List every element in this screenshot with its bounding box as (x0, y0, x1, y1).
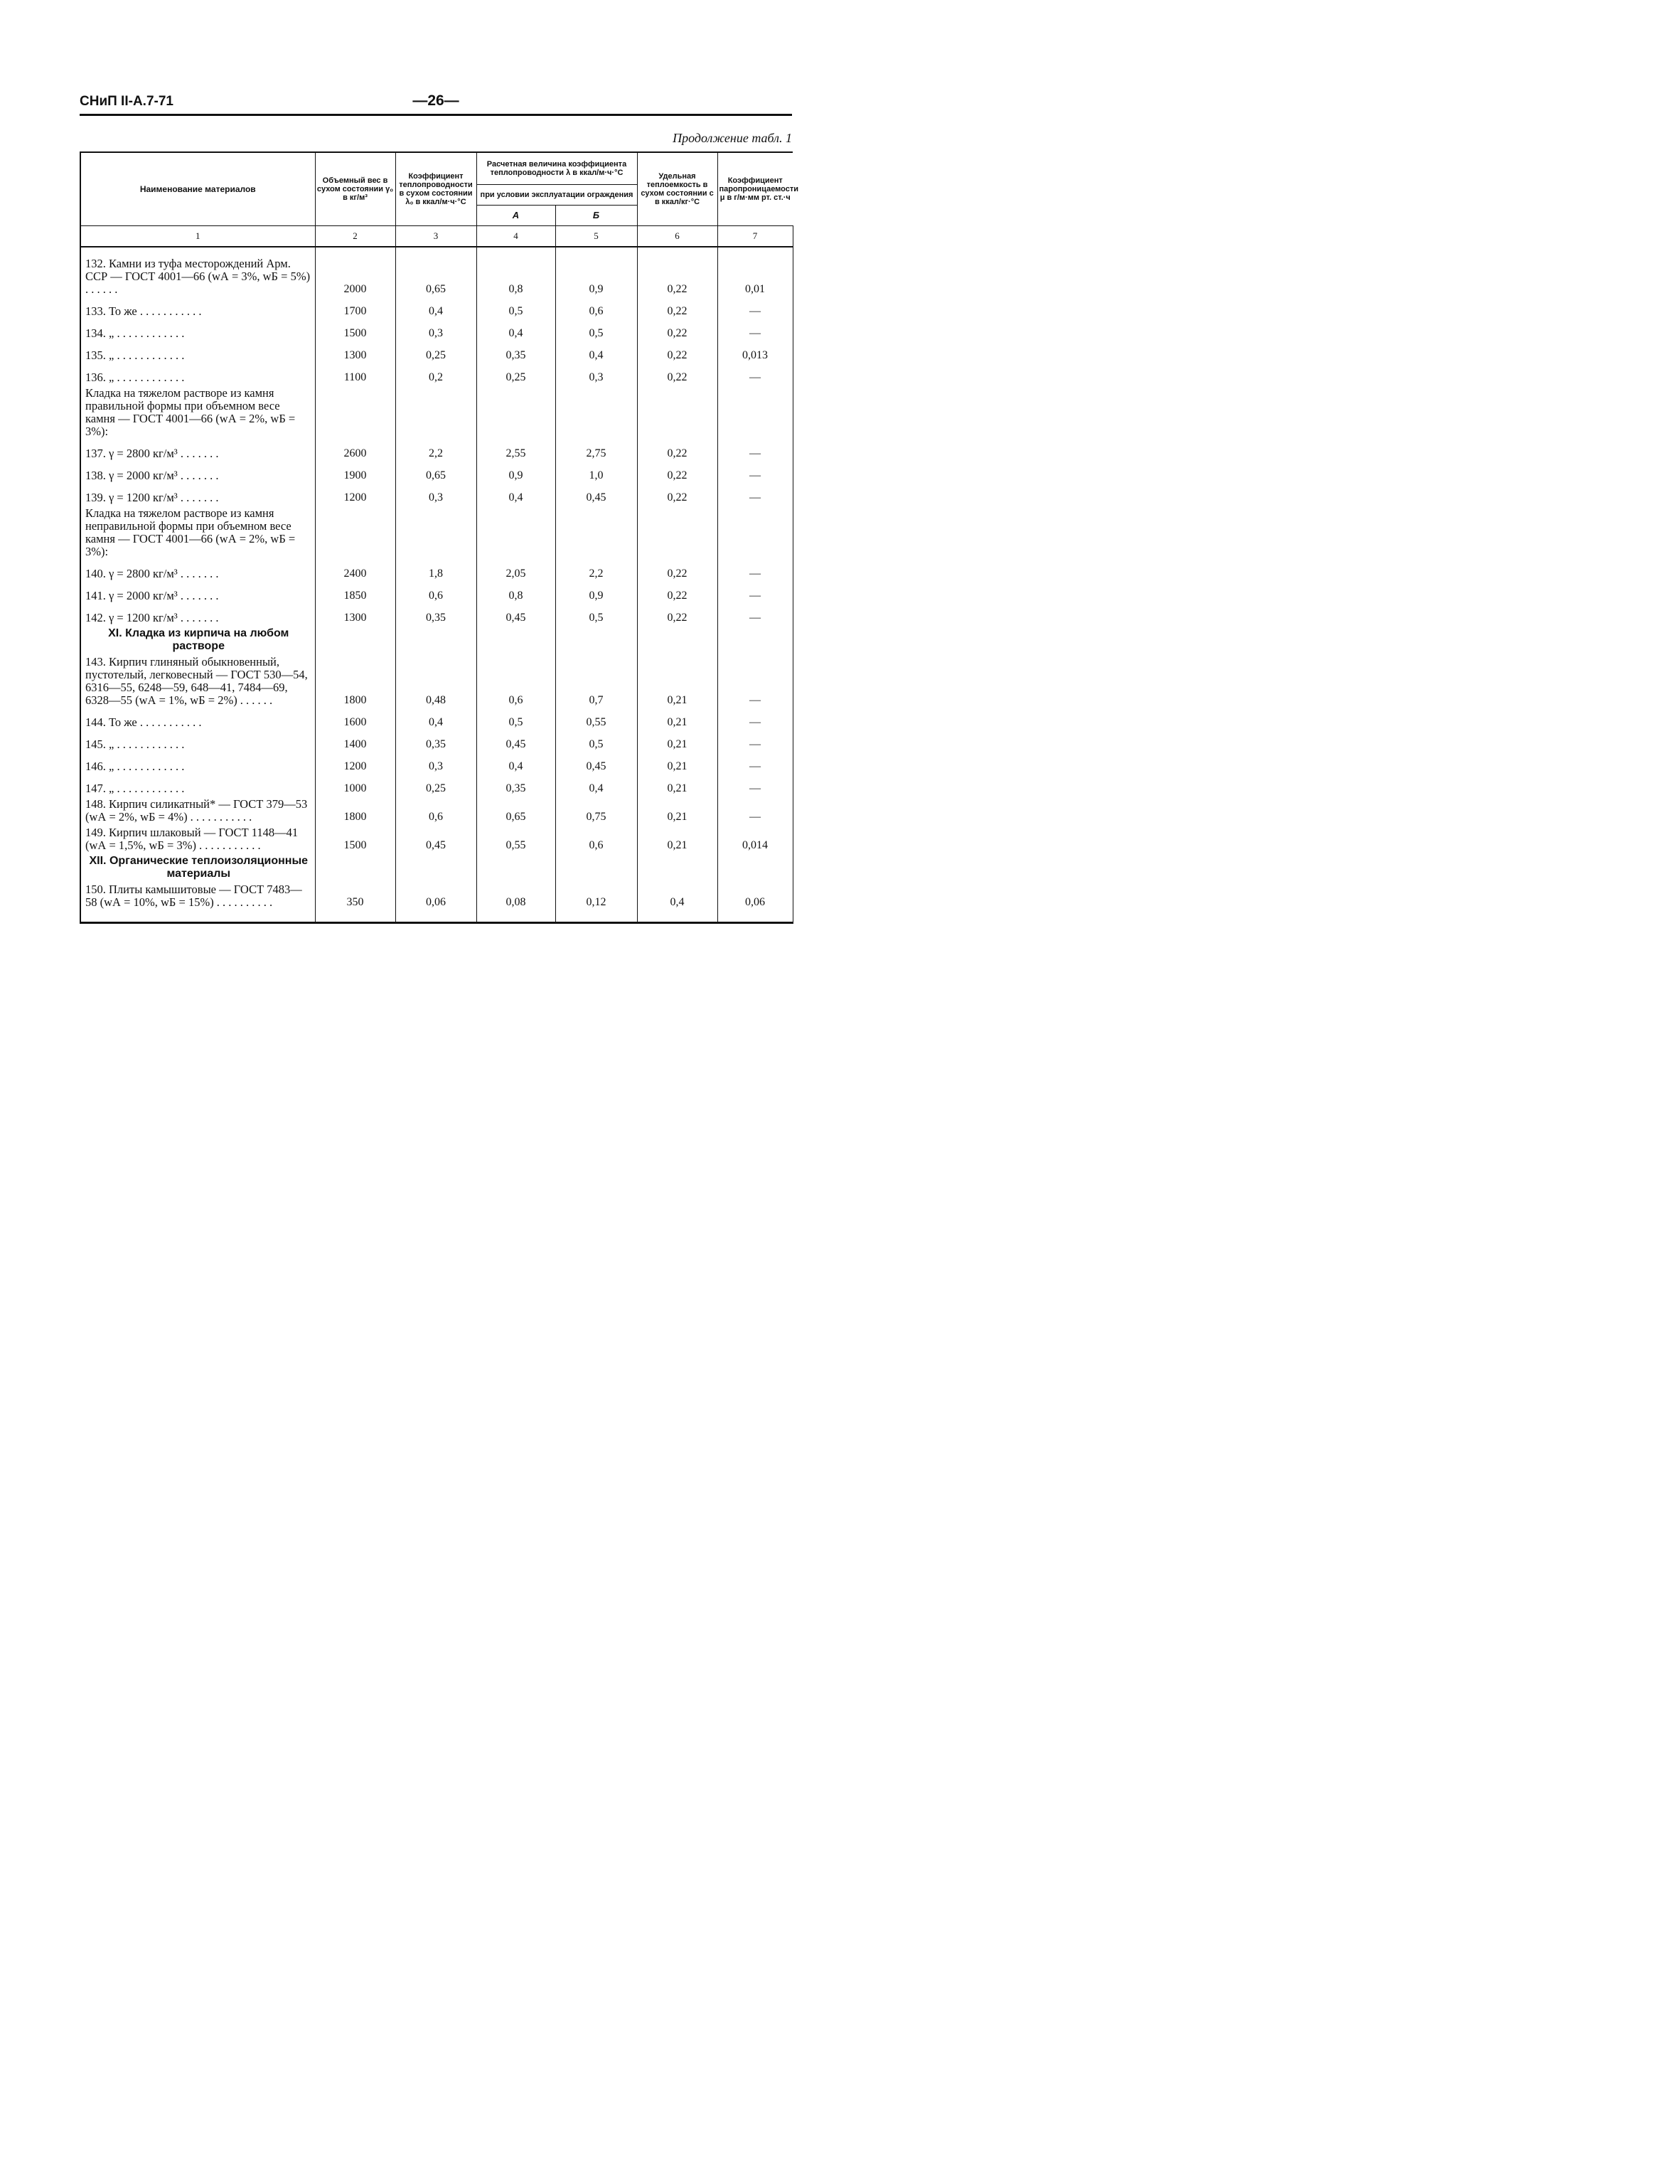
header-vapor-permeability: Коэффициент паропроницаемости μ в г/м·мм рт. ст.·ч (717, 152, 793, 226)
vapor-permeability-cell: — (717, 583, 793, 605)
conductivity-a-cell: 0,45 (476, 732, 555, 754)
vapor-permeability-cell: 0,06 (717, 883, 793, 923)
vapor-permeability-cell: — (717, 710, 793, 732)
conductivity-dry-cell: 0,65 (395, 463, 476, 485)
heat-capacity-cell: 0,21 (637, 754, 717, 776)
conductivity-dry-cell: 0,45 (395, 826, 476, 855)
heat-capacity-cell: 0,21 (637, 776, 717, 798)
conductivity-b-cell: 0,55 (555, 710, 637, 732)
column-number: 2 (315, 226, 395, 247)
bulk-density-cell: 1500 (315, 321, 395, 343)
material-name-cell: 132. Камни из туфа месторождений Арм. ССР — ГОСТ 4001—66 (wА = 3%, wБ = 5%) . . . . . . (80, 247, 315, 299)
column-number: 4 (476, 226, 555, 247)
conductivity-dry-cell: 0,48 (395, 656, 476, 710)
material-name-cell: 136. „ . . . . . . . . . . . . (80, 365, 315, 387)
header-design-conductivity: Расчетная величина коэффициента теплопроводности λ в ккал/м·ч·°С (476, 152, 637, 185)
vapor-permeability-cell (717, 855, 793, 883)
conductivity-b-cell: 0,6 (555, 826, 637, 855)
material-name-cell: 150. Плиты камышитовые — ГОСТ 7483—58 (wА = 10%, wБ = 15%) . . . . . . . . . . (80, 883, 315, 923)
material-name-cell: 137. γ = 2800 кг/м³ . . . . . . . (80, 441, 315, 463)
bulk-density-cell: 1800 (315, 656, 395, 710)
conductivity-b-cell (555, 507, 637, 561)
vapor-permeability-cell: — (717, 365, 793, 387)
heat-capacity-cell (637, 855, 717, 883)
conductivity-dry-cell: 0,35 (395, 732, 476, 754)
bulk-density-cell: 1800 (315, 798, 395, 826)
conductivity-b-cell: 0,45 (555, 754, 637, 776)
conductivity-b-cell: 0,4 (555, 776, 637, 798)
conductivity-dry-cell: 0,06 (395, 883, 476, 923)
conductivity-b-cell: 1,0 (555, 463, 637, 485)
material-name-cell: 145. „ . . . . . . . . . . . . (80, 732, 315, 754)
table-row (80, 485, 793, 507)
conductivity-a-cell: 0,65 (476, 798, 555, 826)
conductivity-b-cell: 0,6 (555, 299, 637, 321)
bulk-density-cell: 1850 (315, 583, 395, 605)
heat-capacity-cell: 0,22 (637, 365, 717, 387)
conductivity-a-cell: 0,45 (476, 605, 555, 627)
table-body (80, 247, 793, 923)
conductivity-a-cell: 0,8 (476, 583, 555, 605)
material-name-cell: 141. γ = 2000 кг/м³ . . . . . . . (80, 583, 315, 605)
table-row (80, 605, 793, 627)
conductivity-a-cell: 0,5 (476, 299, 555, 321)
table-row (80, 321, 793, 343)
bulk-density-cell: 1500 (315, 826, 395, 855)
bulk-density-cell (315, 627, 395, 656)
column-number: 7 (717, 226, 793, 247)
heat-capacity-cell (637, 387, 717, 441)
heat-capacity-cell: 0,22 (637, 299, 717, 321)
heat-capacity-cell: 0,22 (637, 463, 717, 485)
heat-capacity-cell: 0,21 (637, 710, 717, 732)
header-heat-capacity: Удельная теплоемкость в сухом состоянии c в ккал/кг·°С (637, 152, 717, 226)
header-conductivity-dry: Коэффициент теплопроводности в сухом состоянии λ₀ в ккал/м·ч·°С (395, 152, 476, 226)
page-header (80, 94, 792, 112)
bulk-density-cell: 1300 (315, 605, 395, 627)
conductivity-b-cell: 2,2 (555, 561, 637, 583)
conductivity-b-cell: 0,9 (555, 247, 637, 299)
table-row (80, 299, 793, 321)
table-row (80, 583, 793, 605)
bulk-density-cell: 1200 (315, 485, 395, 507)
conductivity-dry-cell: 1,8 (395, 561, 476, 583)
header-rule (80, 114, 792, 116)
table-row (80, 883, 793, 923)
vapor-permeability-cell (717, 627, 793, 656)
table-row (80, 561, 793, 583)
vapor-permeability-cell: — (717, 732, 793, 754)
conductivity-a-cell: 0,4 (476, 321, 555, 343)
conductivity-b-cell: 0,5 (555, 605, 637, 627)
material-name-cell: 143. Кирпич глиняный обыкновенный, пустотелый, легковесный — ГОСТ 530—54, 6316—55, 6248—59, 648—41, 7484—69, 6328—55 (wА = 1%, wБ = 2%) . . . . . . (80, 656, 315, 710)
conductivity-a-cell: 0,8 (476, 247, 555, 299)
header-operating-conditions: при условии эксплуатации ограждения (476, 185, 637, 206)
vapor-permeability-cell: — (717, 485, 793, 507)
column-number-row (80, 226, 793, 247)
conductivity-dry-cell (395, 627, 476, 656)
vapor-permeability-cell: — (717, 441, 793, 463)
material-name-cell: 147. „ . . . . . . . . . . . . (80, 776, 315, 798)
page-number: —26— (412, 92, 459, 109)
subheading-row (80, 387, 793, 441)
conductivity-a-cell: 0,25 (476, 365, 555, 387)
conductivity-a-cell: 0,4 (476, 754, 555, 776)
conductivity-a-cell: 2,55 (476, 441, 555, 463)
heat-capacity-cell: 0,21 (637, 798, 717, 826)
conductivity-b-cell: 0,12 (555, 883, 637, 923)
materials-table (80, 151, 799, 924)
bulk-density-cell: 1400 (315, 732, 395, 754)
conductivity-b-cell: 0,5 (555, 732, 637, 754)
conductivity-dry-cell: 0,25 (395, 343, 476, 365)
conductivity-dry-cell (395, 507, 476, 561)
bulk-density-cell: 1300 (315, 343, 395, 365)
heat-capacity-cell: 0,22 (637, 247, 717, 299)
table-row (80, 732, 793, 754)
conductivity-b-cell: 0,9 (555, 583, 637, 605)
conductivity-dry-cell: 0,2 (395, 365, 476, 387)
vapor-permeability-cell: — (717, 561, 793, 583)
column-number: 1 (80, 226, 315, 247)
material-name-cell: 142. γ = 1200 кг/м³ . . . . . . . (80, 605, 315, 627)
table-continuation-note: Продолжение табл. 1 (673, 131, 792, 145)
column-number: 5 (555, 226, 637, 247)
material-name-cell: 146. „ . . . . . . . . . . . . (80, 754, 315, 776)
document-code: СНиП II-А.7-71 (80, 94, 173, 109)
section-heading-row (80, 627, 793, 656)
vapor-permeability-cell (717, 387, 793, 441)
subheading-row (80, 507, 793, 561)
conductivity-a-cell: 0,5 (476, 710, 555, 732)
heat-capacity-cell: 0,22 (637, 605, 717, 627)
heat-capacity-cell: 0,22 (637, 343, 717, 365)
conductivity-dry-cell: 0,35 (395, 605, 476, 627)
table-row (80, 776, 793, 798)
material-name-cell: 139. γ = 1200 кг/м³ . . . . . . . (80, 485, 315, 507)
table-row (80, 656, 793, 710)
group-description: Кладка на тяжелом растворе из камня правильной формы при объемном весе камня — ГОСТ 4001—66 (wА = 2%, wБ = 3%): (80, 387, 315, 441)
material-name-cell: 140. γ = 2800 кг/м³ . . . . . . . (80, 561, 315, 583)
bulk-density-cell (315, 855, 395, 883)
conductivity-a-cell: 0,6 (476, 656, 555, 710)
material-name-cell: 144. То же . . . . . . . . . . . (80, 710, 315, 732)
heat-capacity-cell: 0,22 (637, 321, 717, 343)
vapor-permeability-cell: 0,01 (717, 247, 793, 299)
conductivity-b-cell: 2,75 (555, 441, 637, 463)
material-name-cell: 149. Кирпич шлаковый — ГОСТ 1148—41 (wА = 1,5%, wБ = 3%) . . . . . . . . . . . (80, 826, 315, 855)
vapor-permeability-cell: 0,013 (717, 343, 793, 365)
vapor-permeability-cell: 0,014 (717, 826, 793, 855)
conductivity-dry-cell: 0,65 (395, 247, 476, 299)
table-header (80, 152, 799, 247)
conductivity-a-cell: 2,05 (476, 561, 555, 583)
vapor-permeability-cell: — (717, 754, 793, 776)
heat-capacity-cell: 0,21 (637, 826, 717, 855)
bulk-density-cell (315, 387, 395, 441)
conductivity-a-cell (476, 627, 555, 656)
material-name-cell: 133. То же . . . . . . . . . . . (80, 299, 315, 321)
table-row (80, 463, 793, 485)
heat-capacity-cell: 0,22 (637, 583, 717, 605)
vapor-permeability-cell: — (717, 299, 793, 321)
heat-capacity-cell: 0,21 (637, 732, 717, 754)
conductivity-dry-cell: 0,4 (395, 710, 476, 732)
conductivity-a-cell (476, 387, 555, 441)
table-row (80, 798, 793, 826)
bulk-density-cell: 2400 (315, 561, 395, 583)
conductivity-dry-cell: 0,6 (395, 798, 476, 826)
conductivity-a-cell: 0,08 (476, 883, 555, 923)
heat-capacity-cell: 0,22 (637, 561, 717, 583)
material-name-cell: 135. „ . . . . . . . . . . . . (80, 343, 315, 365)
conductivity-dry-cell: 0,3 (395, 485, 476, 507)
table-row (80, 826, 793, 855)
conductivity-a-cell: 0,4 (476, 485, 555, 507)
bulk-density-cell: 350 (315, 883, 395, 923)
heat-capacity-cell: 0,21 (637, 656, 717, 710)
conductivity-b-cell (555, 855, 637, 883)
table-row (80, 754, 793, 776)
conductivity-dry-cell (395, 387, 476, 441)
group-description: Кладка на тяжелом растворе из камня неправильной формы при объемном весе камня — ГОСТ 4001—66 (wА = 2%, wБ = 3%): (80, 507, 315, 561)
header-bulk-density: Объемный вес в сухом состоянии γ₀ в кг/м³ (315, 152, 395, 226)
table-row (80, 365, 793, 387)
table-row (80, 343, 793, 365)
conductivity-dry-cell: 0,4 (395, 299, 476, 321)
conductivity-b-cell: 0,45 (555, 485, 637, 507)
conductivity-a-cell (476, 855, 555, 883)
bulk-density-cell: 1600 (315, 710, 395, 732)
conductivity-dry-cell: 0,3 (395, 754, 476, 776)
vapor-permeability-cell: — (717, 605, 793, 627)
heat-capacity-cell (637, 627, 717, 656)
conductivity-b-cell: 0,3 (555, 365, 637, 387)
bulk-density-cell: 1900 (315, 463, 395, 485)
header-condition-b: Б (555, 206, 637, 226)
table-row (80, 710, 793, 732)
conductivity-b-cell (555, 627, 637, 656)
material-name-cell: 138. γ = 2000 кг/м³ . . . . . . . (80, 463, 315, 485)
conductivity-dry-cell: 0,25 (395, 776, 476, 798)
section-heading-row (80, 855, 793, 883)
material-name-cell: 134. „ . . . . . . . . . . . . (80, 321, 315, 343)
section-title: XI. Кладка из кирпича на любом растворе (80, 627, 315, 656)
conductivity-b-cell: 0,5 (555, 321, 637, 343)
bulk-density-cell (315, 507, 395, 561)
conductivity-dry-cell: 2,2 (395, 441, 476, 463)
conductivity-a-cell: 0,35 (476, 776, 555, 798)
bulk-density-cell: 1700 (315, 299, 395, 321)
vapor-permeability-cell: — (717, 798, 793, 826)
vapor-permeability-cell (717, 507, 793, 561)
conductivity-b-cell: 0,7 (555, 656, 637, 710)
bulk-density-cell: 1000 (315, 776, 395, 798)
conductivity-b-cell (555, 387, 637, 441)
bulk-density-cell: 2000 (315, 247, 395, 299)
vapor-permeability-cell: — (717, 776, 793, 798)
conductivity-a-cell: 0,9 (476, 463, 555, 485)
heat-capacity-cell: 0,4 (637, 883, 717, 923)
conductivity-a-cell: 0,55 (476, 826, 555, 855)
heat-capacity-cell: 0,22 (637, 485, 717, 507)
bulk-density-cell: 1200 (315, 754, 395, 776)
conductivity-dry-cell: 0,6 (395, 583, 476, 605)
header-condition-a: А (476, 206, 555, 226)
conductivity-dry-cell: 0,3 (395, 321, 476, 343)
table-row (80, 247, 793, 299)
header-material-name: Наименование материалов (80, 152, 315, 226)
conductivity-dry-cell (395, 855, 476, 883)
table-row (80, 441, 793, 463)
conductivity-a-cell (476, 507, 555, 561)
bulk-density-cell: 1100 (315, 365, 395, 387)
vapor-permeability-cell: — (717, 463, 793, 485)
column-number: 6 (637, 226, 717, 247)
section-title: XII. Органические теплоизоляционные материалы (80, 855, 315, 883)
conductivity-b-cell: 0,4 (555, 343, 637, 365)
bulk-density-cell: 2600 (315, 441, 395, 463)
vapor-permeability-cell: — (717, 321, 793, 343)
heat-capacity-cell (637, 507, 717, 561)
conductivity-b-cell: 0,75 (555, 798, 637, 826)
column-number: 3 (395, 226, 476, 247)
heat-capacity-cell: 0,22 (637, 441, 717, 463)
conductivity-a-cell: 0,35 (476, 343, 555, 365)
vapor-permeability-cell: — (717, 656, 793, 710)
material-name-cell: 148. Кирпич силикатный* — ГОСТ 379—53 (wА = 2%, wБ = 4%) . . . . . . . . . . . (80, 798, 315, 826)
